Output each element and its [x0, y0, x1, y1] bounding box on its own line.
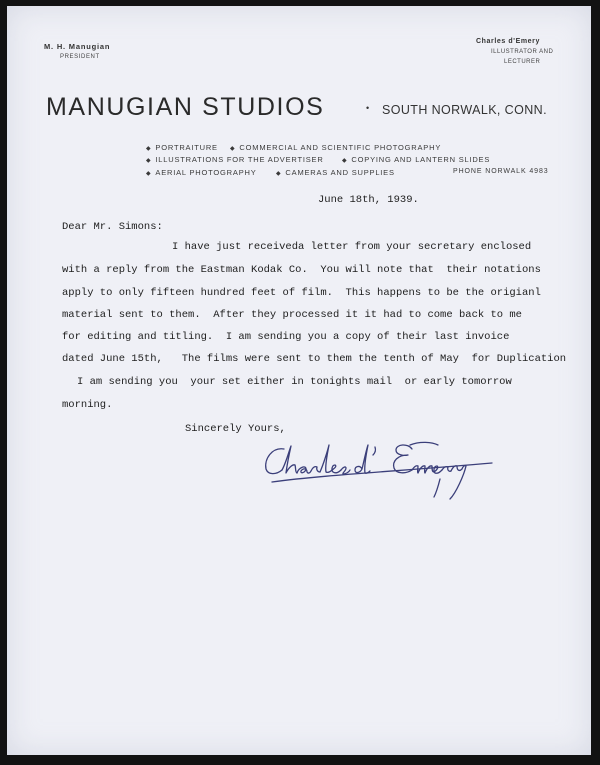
letter-date: June 18th, 1939. — [318, 194, 419, 206]
service-item: ◆ COMMERCIAL AND SCIENTIFIC PHOTOGRAPHY — [230, 143, 442, 152]
diamond-bullet-icon: ◆ — [342, 158, 348, 164]
service-item: ◆ CAMERAS AND SUPPLIES — [276, 168, 395, 177]
illustrator-title-line-1: ILLUSTRATOR AND — [491, 49, 554, 55]
body-line: I am sending you your set either in tonights mail or early tomorrow — [77, 376, 512, 388]
phone-number: PHONE NORWALK 4983 — [453, 168, 549, 175]
service-item: ◆ AERIAL PHOTOGRAPHY — [146, 168, 257, 177]
diamond-bullet-icon: ◆ — [146, 158, 152, 164]
president-title: PRESIDENT — [60, 54, 100, 60]
illustrator-name: Charles d'Emery — [476, 38, 540, 45]
diamond-bullet-icon: ◆ — [276, 171, 282, 177]
body-line: with a reply from the Eastman Kodak Co. You will note that their notations — [62, 264, 541, 276]
body-line: for editing and titling. I am sending you a copy of their last invoice — [62, 331, 510, 343]
closing: Sincerely Yours, — [185, 423, 286, 435]
diamond-bullet-icon: ◆ — [230, 146, 236, 152]
studio-name: MANUGIAN STUDIOS — [46, 93, 325, 121]
body-line: apply to only fifteen hundred feet of film. This happens to be the origianl — [62, 287, 541, 299]
handwritten-signature — [262, 437, 502, 507]
illustrator-title-line-2: LECTURER — [504, 59, 541, 65]
diamond-bullet-icon: ◆ — [146, 171, 152, 177]
body-line: morning. — [62, 399, 113, 411]
body-line: I have just receiveda letter from your secretary enclosed — [172, 241, 532, 253]
letterhead-separator: • — [366, 103, 370, 113]
salutation: Dear Mr. Simons: — [62, 221, 163, 233]
body-line: dated June 15th, The films were sent to them the tenth of May for Duplication — [62, 353, 567, 365]
service-item: ◆ ILLUSTRATIONS FOR THE ADVERTISER — [146, 155, 324, 164]
service-item: ◆ PORTRAITURE — [146, 143, 218, 152]
studio-location: SOUTH NORWALK, CONN. — [382, 103, 547, 117]
diamond-bullet-icon: ◆ — [146, 146, 152, 152]
president-name: M. H. Manugian — [44, 42, 111, 51]
body-line: material sent to them. After they processed it it had to come back to me — [62, 309, 522, 321]
service-item: ◆ COPYING AND LANTERN SLIDES — [342, 155, 491, 164]
